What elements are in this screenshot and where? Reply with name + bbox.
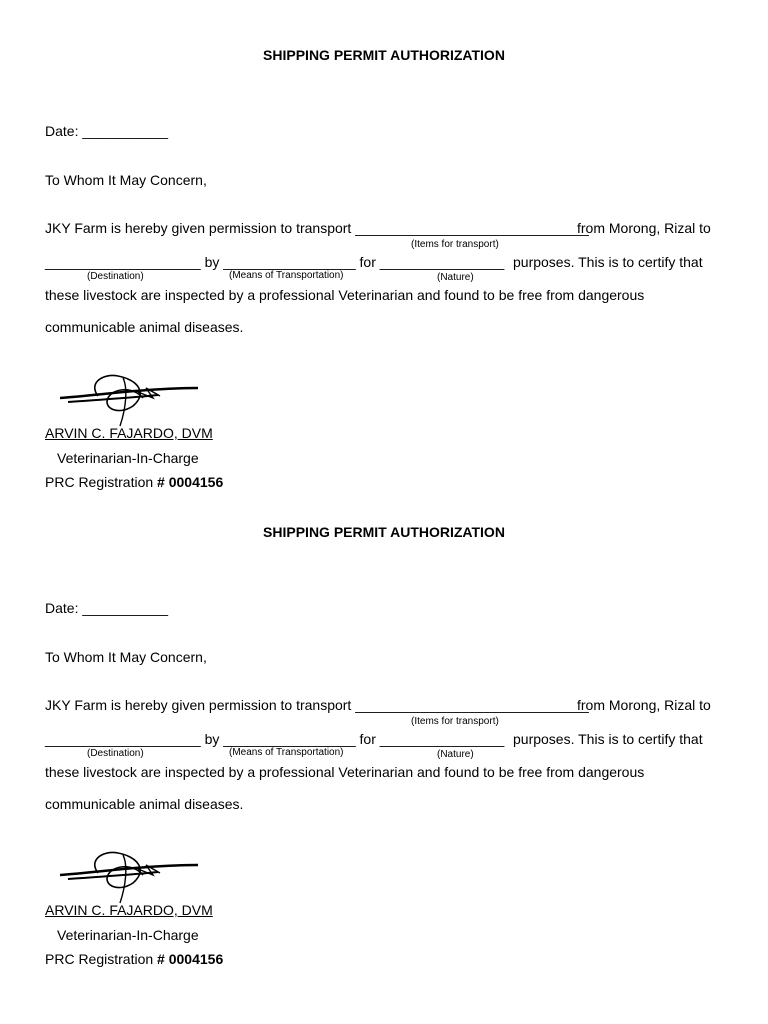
body-line-1: JKY Farm is hereby given permission to transport ______________________________ [45, 697, 589, 713]
date-line: Date: ___________ [45, 600, 168, 616]
hint-means-of-transportation: (Means of Transportation) [229, 270, 344, 281]
hint-items-for-transport: (Items for transport) [411, 716, 499, 727]
signatory-name: ARVIN C. FAJARDO, DVM [45, 902, 213, 918]
prc-number: # 0004156 [157, 474, 224, 490]
prc-number: # 0004156 [157, 951, 224, 967]
signatory-name: ARVIN C. FAJARDO, DVM [45, 425, 213, 441]
hint-nature: (Nature) [437, 272, 474, 283]
hint-nature: (Nature) [437, 749, 474, 760]
prc-registration [45, 951, 223, 967]
signatory-title: Veterinarian-In-Charge [57, 927, 199, 943]
body-line-2: ____________________ by _________________ for ________________ [45, 254, 505, 270]
hint-means-of-transportation: (Means of Transportation) [229, 747, 344, 758]
prc-label: PRC Registration [45, 951, 154, 967]
body-line-2: ____________________ by _________________ for ________________ [45, 731, 505, 747]
body-line-2-end: purposes. This is to certify that [513, 731, 703, 747]
document-title: SHIPPING PERMIT AUTHORIZATION [263, 524, 505, 540]
permit-section-2 [0, 477, 768, 967]
body-line-1: JKY Farm is hereby given permission to transport ______________________________ [45, 220, 589, 236]
body-line-1-end: from Morong, Rizal to [577, 220, 711, 236]
salutation: To Whom It May Concern, [45, 172, 207, 188]
body-line-3: these livestock are inspected by a professional Veterinarian and found to be free from dangerous [45, 764, 645, 780]
signatory-title: Veterinarian-In-Charge [57, 450, 199, 466]
hint-destination: (Destination) [87, 748, 144, 759]
body-line-4: communicable animal diseases. [45, 796, 244, 812]
signature-image [58, 845, 208, 905]
permit-section-1 [0, 0, 768, 490]
hint-items-for-transport: (Items for transport) [411, 239, 499, 250]
date-line: Date: ___________ [45, 123, 168, 139]
signature-image [58, 368, 208, 428]
body-line-2-end: purposes. This is to certify that [513, 254, 703, 270]
body-line-1-end: from Morong, Rizal to [577, 697, 711, 713]
body-line-3: these livestock are inspected by a professional Veterinarian and found to be free from dangerous [45, 287, 645, 303]
hint-destination: (Destination) [87, 271, 144, 282]
prc-label: PRC Registration [45, 474, 154, 490]
document-title: SHIPPING PERMIT AUTHORIZATION [263, 47, 505, 63]
body-line-4: communicable animal diseases. [45, 319, 244, 335]
salutation: To Whom It May Concern, [45, 649, 207, 665]
